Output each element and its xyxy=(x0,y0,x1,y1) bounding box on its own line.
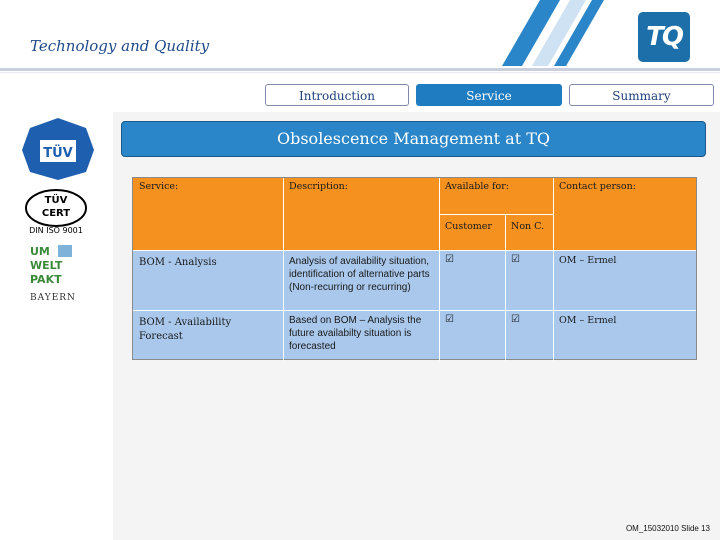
row1-service: BOM - Analysis xyxy=(133,250,283,310)
header-divider-thin xyxy=(0,72,720,73)
grid-line xyxy=(133,310,696,311)
header-title: Technology and Quality xyxy=(30,37,210,55)
header-stripes-decoration xyxy=(500,0,620,66)
row1-description: Analysis of availability situation, identification of alternative parts (Non-recurring or recurring) xyxy=(283,250,439,310)
row1-contact: OM – Ermel xyxy=(553,250,696,310)
tuv-cert-iso-badge-icon xyxy=(22,188,90,236)
header-available-for: Available for: xyxy=(439,178,553,214)
tab-summary[interactable]: Summary xyxy=(569,84,714,106)
row2-non-c-check: ☑ xyxy=(505,310,553,359)
slide-reference: OM_15032010 Slide 13 xyxy=(625,524,710,533)
svg-text:BAYERN: BAYERN xyxy=(30,293,76,303)
header-blank xyxy=(133,214,439,250)
svg-text:TÜV: TÜV xyxy=(44,195,68,206)
tab-service[interactable]: Service xyxy=(416,84,562,106)
page-title-banner: Obsolescence Management at TQ xyxy=(121,121,706,157)
header-description: Description: xyxy=(283,178,439,214)
row2-description: Based on BOM – Analysis the future availabilty situation is forecasted xyxy=(283,310,439,359)
grid-line xyxy=(283,178,284,361)
svg-text:UM: UM xyxy=(30,245,50,258)
tab-introduction[interactable]: Introduction xyxy=(265,84,409,106)
header-divider xyxy=(0,68,720,71)
svg-text:TÜV: TÜV xyxy=(43,146,73,161)
svg-text:CERT: CERT xyxy=(41,208,71,219)
grid-line xyxy=(553,178,554,361)
grid-line xyxy=(439,178,440,361)
grid-line xyxy=(505,214,506,361)
grid-line xyxy=(133,250,696,251)
row1-non-c-check: ☑ xyxy=(505,250,553,310)
umwelt-pakt-bayern-icon xyxy=(28,243,84,305)
row1-customer-check: ☑ xyxy=(439,250,505,310)
grid-line xyxy=(439,214,553,215)
row2-contact: OM – Ermel xyxy=(553,310,696,359)
header-non-c: Non C. xyxy=(505,214,553,250)
tq-logo: TQ xyxy=(638,12,690,62)
row2-service: BOM - Availability Forecast xyxy=(133,310,283,359)
header-customer: Customer xyxy=(439,214,505,250)
svg-text:DIN ISO 9001: DIN ISO 9001 xyxy=(29,226,83,235)
services-table xyxy=(132,177,697,360)
svg-text:WELT: WELT xyxy=(30,259,63,272)
tuv-badge-icon xyxy=(14,114,102,184)
header-contact-person: Contact person: xyxy=(553,178,696,250)
svg-text:PAKT: PAKT xyxy=(30,273,62,286)
row2-customer-check: ☑ xyxy=(439,310,505,359)
header-service: Service: xyxy=(133,178,283,214)
